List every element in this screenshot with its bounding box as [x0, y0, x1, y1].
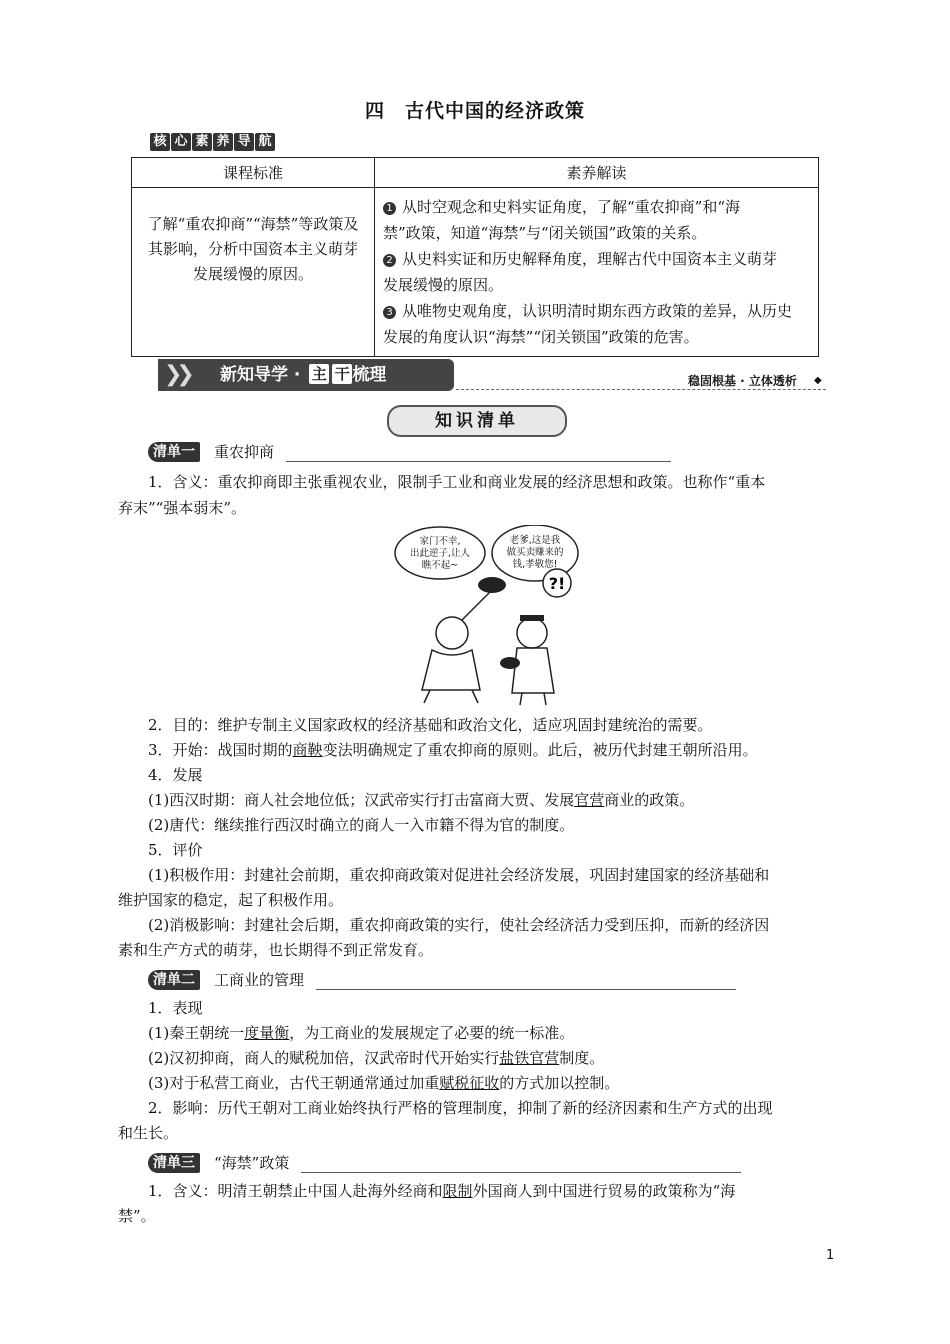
svg-text:做买卖赚来的: 做买卖赚来的: [506, 547, 564, 558]
diamond-icon: ◆: [814, 375, 822, 386]
cartoon-illustration: [392, 525, 592, 710]
paragraph: 素和生产方式的萌芽，也长期得不到正常发育。: [118, 941, 434, 959]
curriculum-standard-cell: [132, 188, 375, 357]
section-label: “海禁”政策: [214, 1154, 290, 1172]
paragraph: 维护国家的稳定，起了积极作用。: [118, 891, 344, 909]
circled-number-icon: 1: [383, 202, 396, 215]
banner-title: 新知导学: [220, 365, 288, 385]
exclaim-mark: ?!: [548, 574, 566, 593]
section-label: 重农抑商: [214, 443, 275, 461]
literacy-point: 2 从史料实证和历史解释角度，理解古代中国资本主义萌芽: [383, 246, 810, 272]
page-number: 1: [826, 1248, 835, 1263]
core-tag-char: 导: [234, 133, 254, 151]
paragraph: (1)西汉时期：商人社会地位低；汉武帝实行打击富商大贾、发展官营商业的政策。: [148, 791, 695, 809]
curriculum-header: 课程标准: [132, 158, 375, 188]
svg-text:出此逆子,让人: 出此逆子,让人: [409, 548, 471, 559]
literacy-point-cont: 发展缓慢的原因。: [383, 276, 504, 294]
core-literacy-nav-tag: [150, 133, 275, 151]
literacy-header: 素养解读: [375, 158, 819, 188]
paragraph: 1．含义：重农抑商即主张重视农业，限制手工业和商业发展的经济思想和政策。也称作“重本: [148, 473, 766, 491]
literacy-cell: [375, 188, 819, 357]
paragraph: 4．发展: [148, 766, 203, 784]
paragraph: 和生长。: [118, 1124, 179, 1142]
literacy-point-cont: 发展的角度认识“海禁”“闭关锁国”政策的危害。: [383, 328, 699, 346]
paragraph: 2．影响：历代王朝对工商业始终执行严格的管理制度，抑制了新的经济因素和生产方式的出现: [148, 1099, 773, 1117]
section-rule: [316, 979, 736, 990]
svg-text:家门不幸,: 家门不幸,: [419, 536, 461, 547]
literacy-point-cont: 禁”政策，知道“海禁”与“闭关锁国”政策的关系。: [383, 224, 707, 242]
literacy-point: 3 从唯物史观角度，认识明清时期东西方政策的差异，从历史: [383, 298, 810, 324]
section-badge: 清单一: [148, 442, 200, 462]
paragraph: 弃末”“强本弱末”。: [118, 499, 247, 517]
section-label: 工商业的管理: [214, 971, 305, 989]
knowledge-list-header: 知识清单: [387, 405, 567, 437]
paragraph: 3．开始：战国时期的商鞅变法明确规定了重农抑商的原则。此后，被历代封建王朝所沿用。: [148, 741, 758, 759]
svg-text:钱,孝敬您!: 钱,孝敬您!: [512, 559, 558, 570]
section-rule: [286, 451, 671, 462]
paragraph: (3)对于私营工商业，古代王朝通常通过加重赋税征收的方式加以控制。: [148, 1074, 620, 1092]
paragraph: (2)唐代：继续推行西汉时确立的商人一入市籍不得为官的制度。: [148, 816, 575, 834]
paragraph: (1)积极作用：封建社会前期，重农抑商政策对促进社会经济发展，巩固封建国家的经济基础和: [148, 866, 770, 884]
core-tag-char: 素: [192, 133, 212, 151]
circled-number-icon: 2: [383, 254, 396, 267]
paragraph: 禁”。: [118, 1207, 156, 1225]
core-tag-char: 核: [150, 133, 170, 151]
svg-text:瞧不起~: 瞧不起~: [421, 560, 459, 571]
curriculum-table: [131, 157, 819, 357]
banner-subtitle: 稳固根基 · 立体透析: [688, 374, 797, 388]
curriculum-standard-text: 了解“重农抑商”“海禁”等政策及其影响，分析中国资本主义萌芽发展缓慢的原因。: [147, 215, 359, 283]
section-header: [148, 441, 671, 462]
literacy-point: 1 从时空观念和史料实证角度，了解“重农抑商”和“海: [383, 194, 810, 220]
paragraph: (2)消极影响：封建社会后期，重农抑商政策的实行，使社会经济活力受到压抑，而新的经济因: [148, 916, 770, 934]
paragraph: 1．表现: [148, 999, 203, 1017]
section-header: [148, 1152, 741, 1173]
paragraph: (2)汉初抑商，商人的赋税加倍，汉武帝时代开始实行盐铁官营制度。: [148, 1049, 605, 1067]
paragraph: (1)秦王朝统一度量衡，为工商业的发展规定了必要的统一标准。: [148, 1024, 575, 1042]
page-title: 四 古代中国的经济政策: [364, 100, 585, 122]
section-badge: 清单二: [148, 970, 200, 990]
paragraph: 5．评价: [148, 841, 203, 859]
core-tag-char: 航: [255, 133, 275, 151]
core-tag-char: 养: [213, 133, 233, 151]
section-rule: [301, 1162, 741, 1173]
double-chevron-icon: ❯❯: [164, 362, 189, 387]
paragraph: 2．目的：维护专制主义国家政权的经济基础和政治文化，适应巩固封建统治的需要。: [148, 716, 713, 734]
section-badge: 清单三: [148, 1153, 200, 1173]
section-banner: ❯❯ 新知导学 · 主 干 梳理: [158, 359, 454, 391]
circled-number-icon: 3: [383, 306, 396, 319]
banner-divider: [456, 389, 826, 390]
paragraph: 1．含义：明清王朝禁止中国人赴海外经商和限制外国商人到中国进行贸易的政策称为“海: [148, 1182, 736, 1200]
section-header: [148, 969, 736, 990]
svg-text:老爹,这是我: 老爹,这是我: [509, 535, 561, 546]
core-tag-char: 心: [171, 133, 191, 151]
